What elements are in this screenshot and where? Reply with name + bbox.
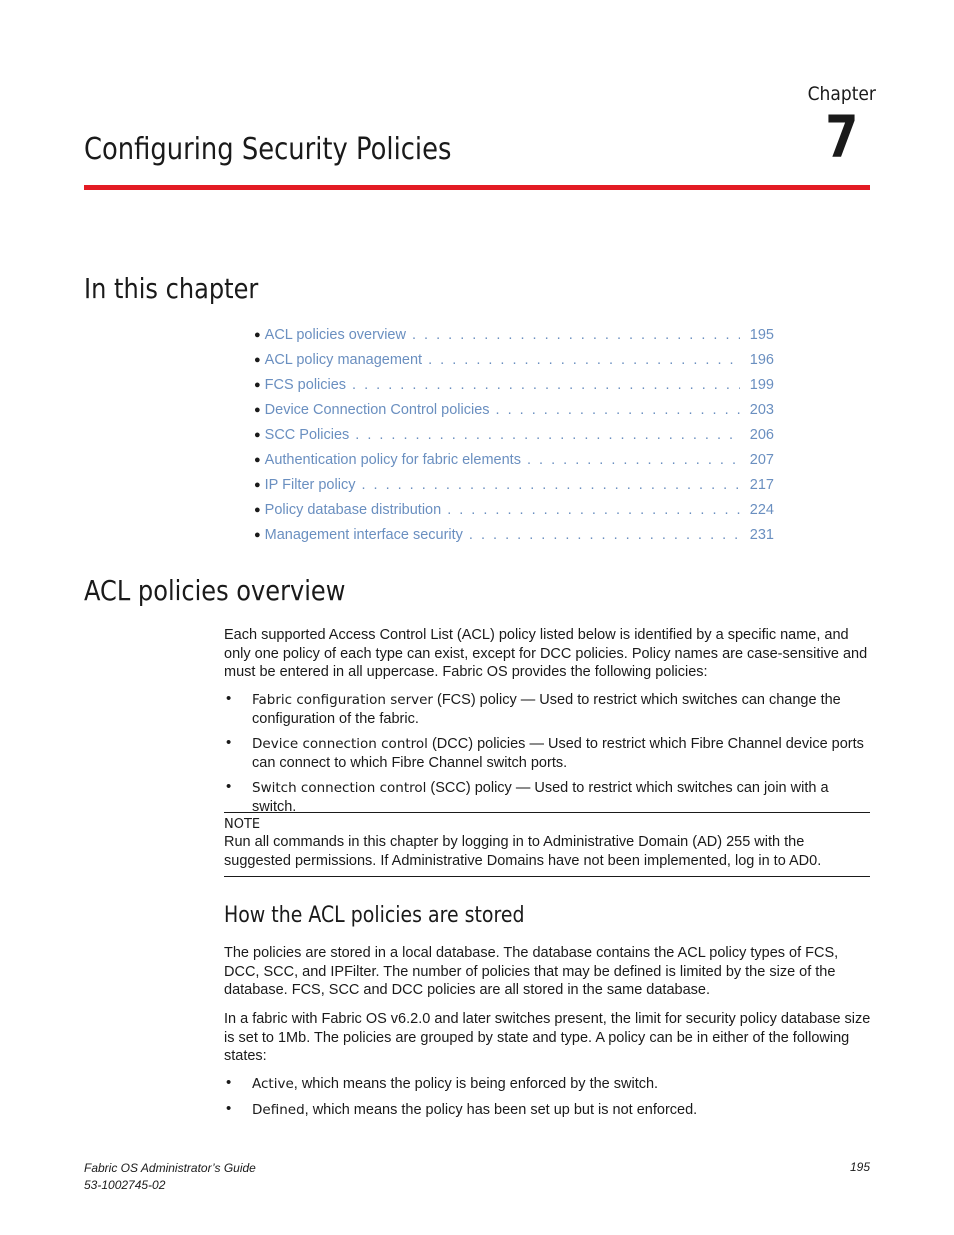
toc-item-page[interactable]: 231: [749, 526, 774, 543]
list-item-term: Active: [252, 1076, 294, 1092]
list-item-text: , which means the policy has been set up but is not enforced.: [304, 1101, 698, 1118]
toc-leader: [469, 527, 740, 543]
storage-paragraph-2: In a fabric with Fabric OS v6.2.0 and later switches present, the limit for security policy database size is set to 1Mb. The policies are grouped by state and type. A policy can be in either of the following states:: [224, 1011, 871, 1064]
bullet-icon: ●: [254, 453, 261, 466]
toc-item-page[interactable]: 199: [749, 376, 774, 393]
footer-doc-info: [84, 1160, 256, 1194]
toc-item-page[interactable]: 203: [749, 401, 774, 418]
toc-item-page[interactable]: 207: [749, 451, 774, 468]
toc-leader: [361, 477, 740, 493]
section-heading-acl-overview: ACL policies overview: [84, 574, 346, 607]
list-item-text: (FCS) policy — Used to restrict which switches can change the configuration of the fabric.: [252, 692, 841, 727]
state-list: [224, 1075, 874, 1126]
chapter-label: Chapter: [807, 83, 876, 105]
policy-list: [224, 691, 874, 823]
toc-item-page[interactable]: 217: [749, 476, 774, 493]
chapter-number: 7: [824, 103, 858, 171]
list-item-term: Switch connection control: [252, 780, 427, 796]
chapter-rule: [84, 185, 870, 190]
list-item: [224, 1101, 874, 1120]
footer-doc-title: Fabric OS Administrator’s Guide: [84, 1161, 256, 1175]
list-item: [224, 1075, 874, 1094]
list-item-term: Defined: [252, 1101, 305, 1118]
toc-leader: [412, 327, 740, 343]
toc-item[interactable]: [254, 522, 774, 547]
bullet-icon: ●: [254, 478, 261, 491]
toc-item-page[interactable]: 206: [749, 426, 774, 443]
bullet-icon: ●: [254, 353, 261, 366]
toc-item-label[interactable]: Policy database distribution: [264, 501, 442, 518]
storage-paragraph-1: The policies are stored in a local database. The database contains the ACL policy types of FCS, DCC, SCC, and IPFilter. The number of policies that may be defined is limited by the size of the database. FCS, SCC and DCC policies are all stored in the same database.: [224, 945, 839, 998]
toc-item[interactable]: [254, 447, 774, 472]
bullet-icon: •: [226, 778, 232, 795]
list-item-term: Fabric configuration server: [252, 692, 433, 708]
footer-doc-number: 53-1002745-02: [84, 1178, 166, 1192]
toc-item-page[interactable]: 224: [749, 501, 774, 518]
toc-item-page[interactable]: 195: [749, 326, 774, 343]
note-text: Run all commands in this chapter by logging in to Administrative Domain (AD) 255 with the suggested permissions. If Administrative Domains have not been implemented, log in to AD0.: [224, 834, 822, 869]
toc-item-label[interactable]: Device Connection Control policies: [264, 401, 490, 418]
intro-paragraph: Each supported Access Control List (ACL) policy listed below is identified by a specific name, and only one policy of each type can exist, except for DCC policies. Policy names are case-sensitive and must be entered in all uppercase. Fabric OS provides the following policies:: [224, 627, 868, 680]
bullet-icon: ●: [254, 328, 261, 341]
toc-item[interactable]: [254, 372, 774, 397]
toc-list: [254, 322, 774, 547]
toc-item-label[interactable]: FCS policies: [264, 376, 347, 393]
bullet-icon: •: [226, 1099, 232, 1117]
note-label: NOTE: [224, 817, 261, 832]
bullet-icon: ●: [254, 378, 261, 391]
toc-leader: [496, 402, 740, 418]
toc-item[interactable]: [254, 397, 774, 422]
toc-item-label[interactable]: ACL policy management: [264, 351, 423, 368]
footer-page-number: 195: [849, 1160, 870, 1174]
toc-item-label[interactable]: IP Filter policy: [264, 476, 356, 493]
bullet-icon: •: [226, 690, 232, 707]
list-item-text: , which means the policy is being enforced by the switch.: [293, 1076, 659, 1092]
toc-item[interactable]: [254, 422, 774, 447]
toc-item-label[interactable]: Authentication policy for fabric elements: [264, 451, 521, 468]
list-item: [224, 779, 874, 816]
bullet-icon: ●: [254, 528, 261, 541]
bullet-icon: ●: [254, 428, 261, 441]
toc-leader: [352, 377, 740, 393]
toc-item[interactable]: [254, 472, 774, 497]
toc-leader: [447, 502, 740, 518]
bullet-icon: ●: [254, 403, 261, 416]
toc-item[interactable]: [254, 347, 774, 372]
toc-item-label[interactable]: ACL policies overview: [264, 326, 406, 343]
list-item: [224, 691, 874, 728]
list-item: [224, 735, 874, 772]
toc-item-label[interactable]: Management interface security: [264, 526, 463, 543]
list-item-text: (DCC) policies — Used to restrict which Fibre Channel device ports can connect to which Fibre Channel switch ports.: [252, 736, 864, 771]
chapter-title: Configuring Security Policies: [84, 132, 452, 167]
toc-item[interactable]: [254, 322, 774, 347]
list-item-text: (SCC) policy — Used to restrict which switches can join with a switch.: [252, 780, 829, 815]
toc-heading: In this chapter: [84, 272, 259, 305]
toc-leader: [527, 452, 740, 468]
note-box: [224, 812, 870, 877]
list-item-term: Device connection control: [252, 736, 428, 752]
toc-leader: [355, 427, 740, 443]
bullet-icon: •: [226, 734, 232, 751]
toc-item-label[interactable]: SCC Policies: [264, 426, 350, 443]
subsection-heading-storage: How the ACL policies are stored: [224, 903, 525, 928]
toc-item[interactable]: [254, 497, 774, 522]
bullet-icon: ●: [254, 503, 261, 516]
toc-item-page[interactable]: 196: [749, 351, 774, 368]
bullet-icon: •: [226, 1074, 232, 1091]
toc-leader: [428, 352, 740, 368]
